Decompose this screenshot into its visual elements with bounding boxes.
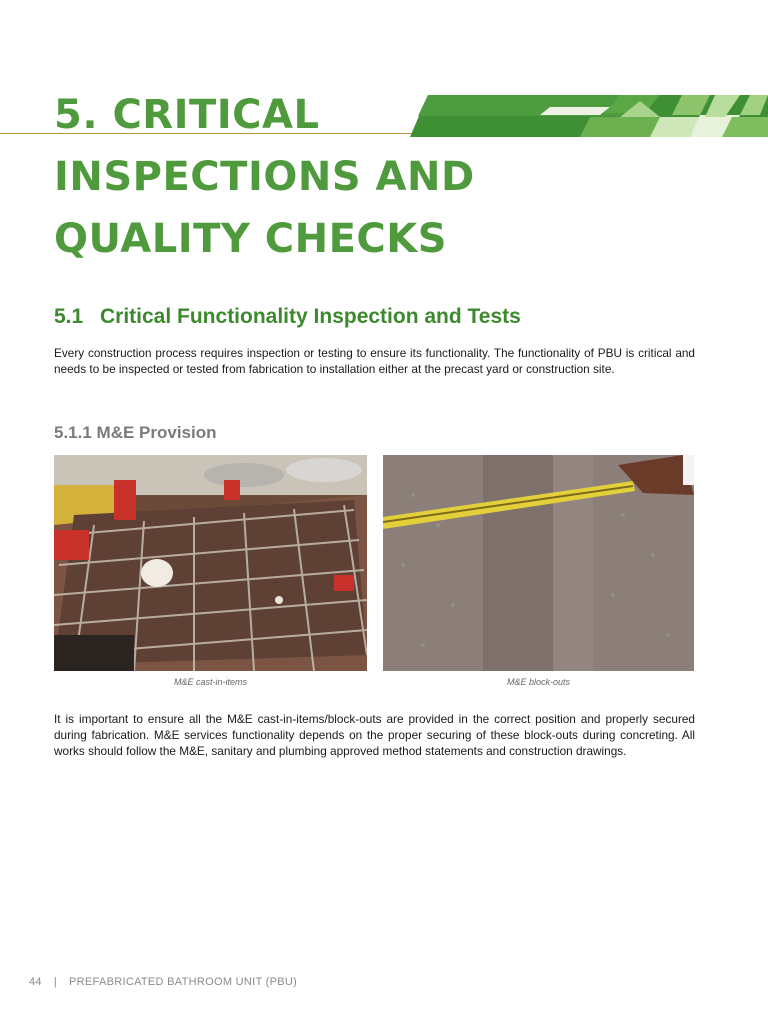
subsection-heading: 5.1.1 M&E Provision — [54, 423, 217, 442]
chapter-title-line: 5. CRITICAL — [54, 92, 320, 138]
photo-block-outs — [383, 455, 694, 671]
page-footer — [29, 976, 297, 988]
section-title: Critical Functionality Inspection and Tests — [100, 305, 521, 328]
section-number: 5.1 — [54, 305, 84, 328]
photo-cast-in-items — [54, 455, 367, 671]
section-heading — [54, 305, 521, 329]
footer-separator: | — [53, 976, 58, 988]
section-intro-paragraph: Every construction process requires inspection or testing to ensure its functionality. The functionality of PBU is critical and needs to be inspected or tested from fabrication to installation either at the precast yard or construction site. — [54, 346, 695, 376]
chapter-title-line: INSPECTIONS AND — [54, 154, 475, 200]
subsection-paragraph: It is important to ensure all the M&E cast-in-items/block-outs are provided in the correct position and properly secured during fabrication. M&E services functionality depends on the proper securing of these block-outs during concreting. All works should follow the M&E, sanitary and plumbing approved method statements and construction drawings. — [54, 712, 695, 758]
chapter-title — [54, 84, 475, 270]
figure-caption: M&E block-outs — [506, 677, 571, 687]
figure-caption: M&E cast-in-items — [173, 677, 247, 687]
chapter-title-line: QUALITY CHECKS — [54, 216, 448, 262]
footer-document-title: PREFABRICATED BATHROOM UNIT (PBU) — [69, 976, 298, 988]
page-number: 44 — [29, 976, 42, 988]
